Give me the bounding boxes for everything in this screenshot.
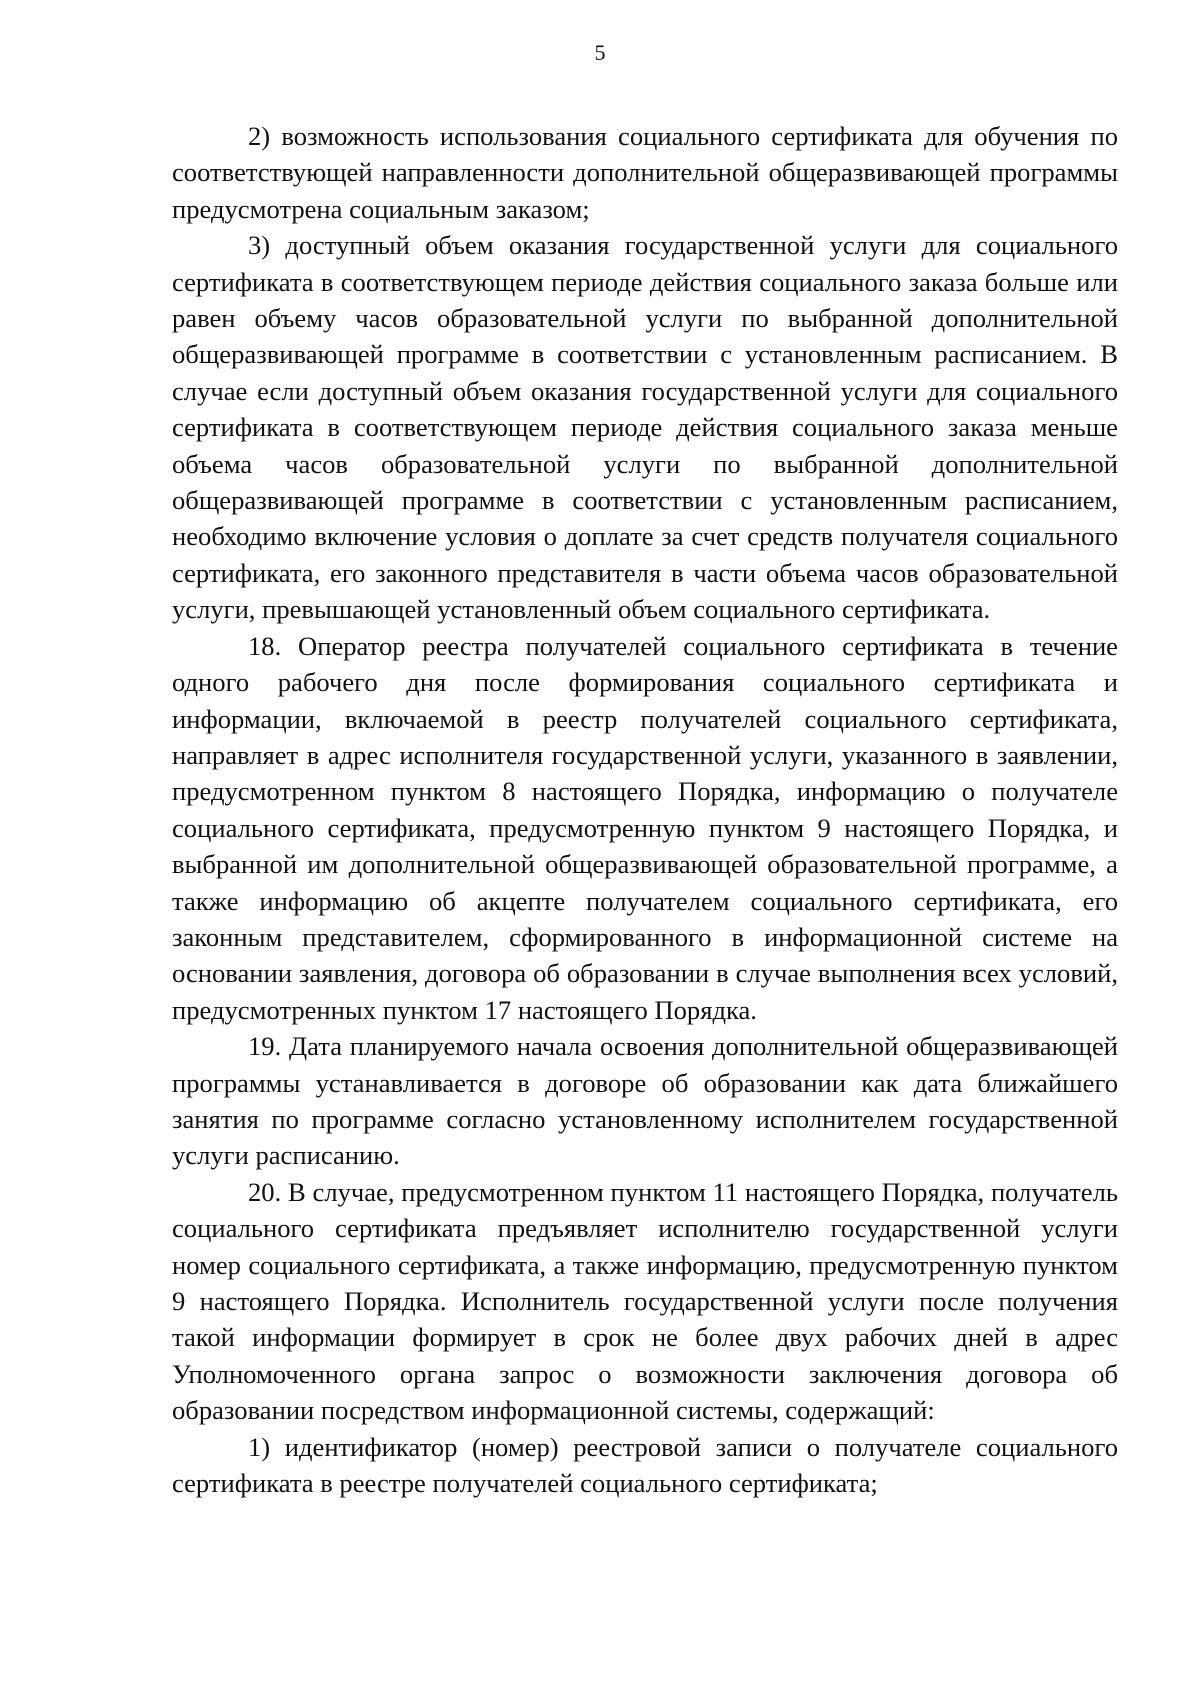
paragraph-section-18: 18. Оператор реестра получателей социального сертификата в течение одного рабочего дня после формирования социального сертификата и информации, включаемой в реестр получателей социального сертификата, направляет в адрес исполнителя государственной услуги, указанного в заявлении, предусмотренном пунктом 8 настоящего Порядка, информацию о получателе социального сертификата, предусмотренную пунктом 9 настоящего Порядка, и выбранной им дополнительной общеразвивающей образовательной программе, а также информацию об акцепте получателем социального сертификата, его законным представителем, сформированного в информационной системе на основании заявления, договора об образовании в случае выполнения всех условий, предусмотренных пунктом 17 настоящего Порядка. — [172, 630, 1118, 1025]
paragraph-item-2: 2) возможность использования социального сертификата для обучения по соответствующей направленности дополнительной общеразвивающей программы предусмотрена социальным заказом; — [172, 121, 1118, 224]
paragraph-item-1: 1) идентификатор (номер) реестровой записи о получателе социального сертификата в реестре получателей социального сертификата; — [172, 1431, 1118, 1499]
paragraph-section-19: 19. Дата планируемого начала освоения дополнительной общеразвивающей программы устанавливается в договоре об образовании как дата ближайшего занятия по программе согласно установленному исполнителем государственной услуги расписанию. — [172, 1031, 1118, 1171]
paragraph-section-20: 20. В случае, предусмотренном пунктом 11 настоящего Порядка, получатель социального сертификата предъявляет исполнителю государственной услуги номер социального сертификата, а также информацию, предусмотренную пунктом 9 настоящего Порядка. Исполнитель государственной услуги после получения такой информации формирует в срок не более двух рабочих дней в адрес Уполномоченного органа запрос о возможности заключения договора об образовании посредством информационной системы, содержащий: — [172, 1176, 1118, 1426]
page-number: 5 — [594, 40, 606, 65]
document-body — [172, 118, 1118, 1501]
paragraph-item-3: 3) доступный объем оказания государственной услуги для социального сертификата в соответствующем периоде действия социального заказа больше или равен объему часов образовательной услуги по выбранной дополнительной общеразвивающей программе в соответствии с установленным расписанием. В случае если доступный объем оказания государственной услуги для социального сертификата в соответствующем периоде действия социального заказа меньше объема часов образовательной услуги по выбранной дополнительной общеразвивающей программе в соответствии с установленным расписанием, необходимо включение условия о доплате за счет средств получателя социального сертификата, его законного представителя в части объема часов образовательной услуги, превышающей установленный объем социального сертификата. — [172, 230, 1118, 625]
